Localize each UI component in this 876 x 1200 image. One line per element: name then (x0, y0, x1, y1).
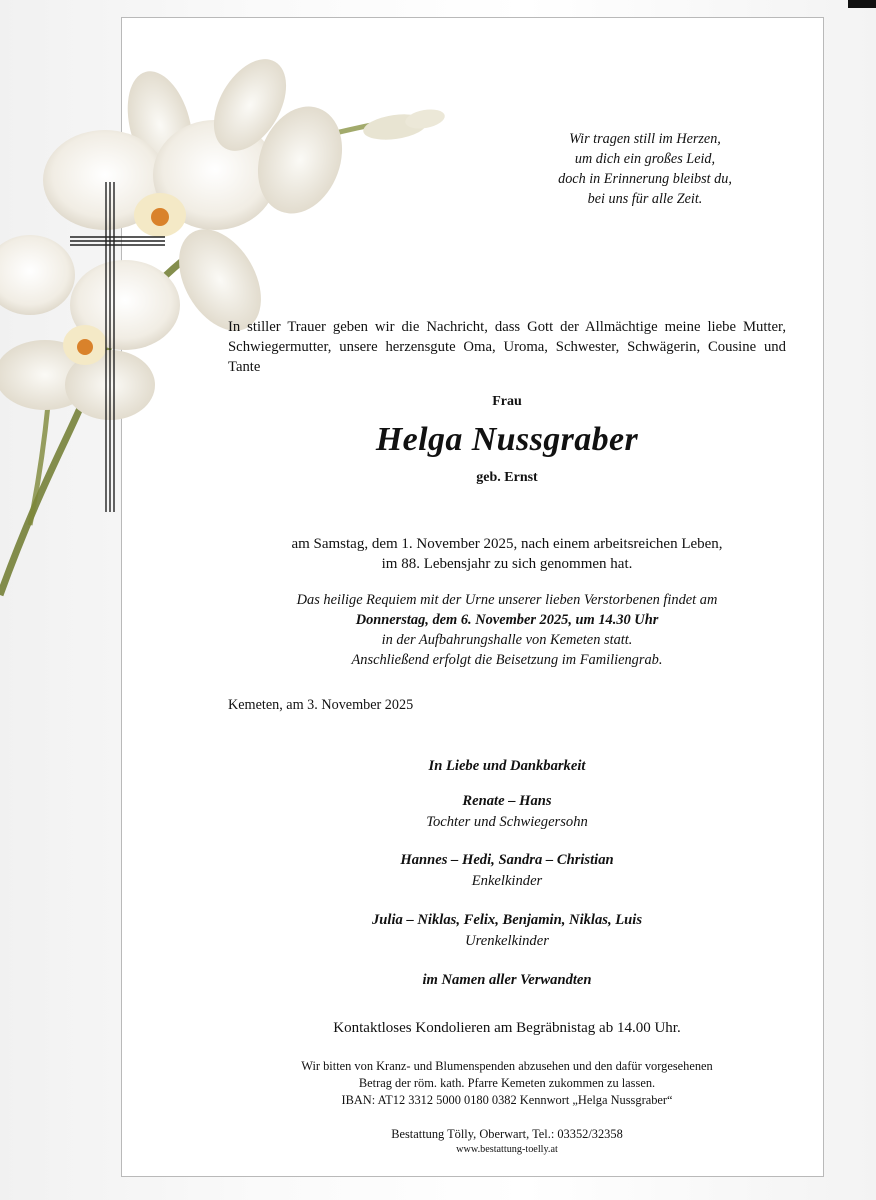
salutation: Frau (492, 394, 522, 409)
deceased-name: Helga Nussgraber (375, 421, 639, 458)
requiem-datetime: Donnerstag, dem 6. November 2025, um 14.30 Uhr (355, 612, 659, 628)
mourner-names: Hannes – Hedi, Sandra – Christian (400, 852, 614, 868)
mourner-group (228, 791, 786, 833)
funeral-home-contact: Bestattung Tölly, Oberwart, Tel.: 03352/32358 (391, 1127, 623, 1141)
condolence-note: Kontaktloses Kondolieren am Begräbnistag ab 14.00 Uhr. (333, 1020, 681, 1036)
mourners-closing (228, 970, 786, 991)
request-line: Wir bitten von Kranz- und Blumenspenden abzusehen und den dafür vorgesehenen (301, 1059, 713, 1073)
closing-text: im Namen aller Verwandten (422, 972, 592, 988)
death-statement (228, 534, 786, 574)
mourner-group (228, 910, 786, 952)
mourner-names: Julia – Niklas, Felix, Benjamin, Niklas, Luis (371, 912, 643, 928)
heading-text: In Liebe und Dankbarkeit (428, 758, 586, 774)
memorial-poem (520, 129, 770, 209)
birth-name: geb. Ernst (476, 470, 538, 485)
funeral-home (228, 1127, 786, 1157)
death-line: im 88. Lebensjahr zu sich genommen hat. (381, 556, 633, 572)
request-line: Betrag der röm. kath. Pfarre Kemeten zukommen zu lassen. (358, 1076, 656, 1090)
requiem-line: Anschließend erfolgt die Beisetzung im Familiengrab. (351, 652, 663, 668)
poem-line: um dich ein großes Leid, (574, 151, 716, 167)
place-date: Kemeten, am 3. November 2025 (228, 697, 414, 713)
mourner-relation: Urenkelkinder (465, 933, 549, 949)
requiem-line: in der Aufbahrungshalle von Kemeten statt. (381, 632, 633, 648)
poem-line: doch in Erinnerung bleibst du, (558, 171, 732, 187)
mourner-group (228, 850, 786, 892)
mourners-heading (228, 756, 786, 777)
iban-line: IBAN: AT12 3312 5000 0180 0382 Kennwort „Helga Nussgraber“ (341, 1093, 673, 1107)
donation-request (228, 1058, 786, 1109)
mourner-names: Renate – Hans (462, 793, 552, 809)
poem-line: Wir tragen still im Herzen, (569, 131, 721, 147)
requiem-info (228, 590, 786, 670)
mourner-relation: Enkelkinder (471, 873, 543, 889)
requiem-line: Das heilige Requiem mit der Urne unserer lieben Verstorbenen findet am (296, 592, 718, 608)
scan-edge-mark (848, 0, 876, 8)
cross-icon (70, 182, 180, 512)
poem-line: bei uns für alle Zeit. (587, 191, 703, 207)
death-line: am Samstag, dem 1. November 2025, nach einem arbeitsreichen Leben, (291, 536, 723, 552)
funeral-home-website: www.bestattung-toelly.at (456, 1144, 558, 1155)
mourner-relation: Tochter und Schwiegersohn (426, 814, 588, 830)
announcement-intro: In stiller Trauer geben wir die Nachricht, dass Gott der Allmächtige meine liebe Mutter, Schwiegermutter, unsere herzensgute Oma, Uroma, Schwester, Schwägerin, Cousine und Tante (228, 319, 786, 375)
